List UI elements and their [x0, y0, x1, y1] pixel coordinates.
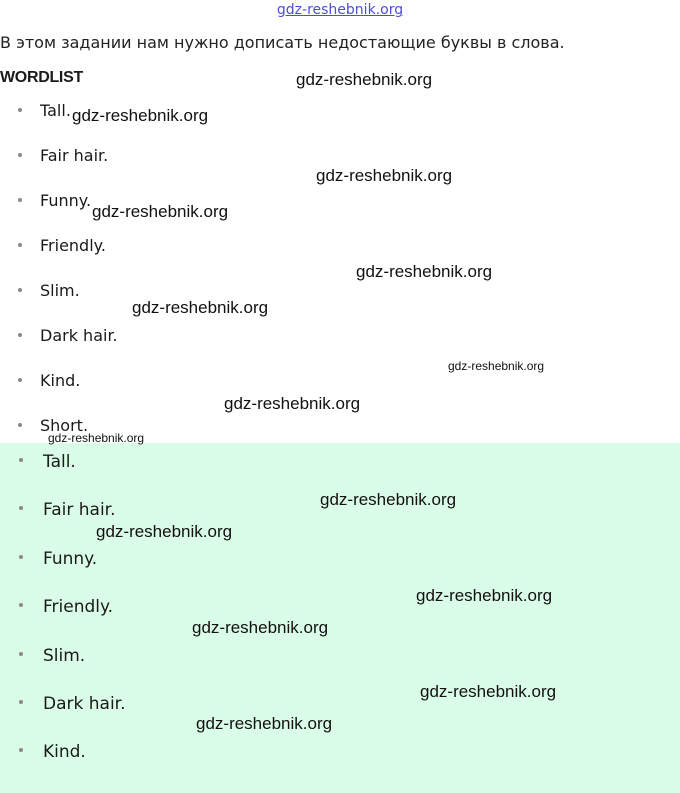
watermark: gdz-reshebnik.org [448, 359, 545, 373]
watermark: gdz-reshebnik.org [356, 262, 493, 281]
list-item [0, 146, 108, 165]
list-item [0, 326, 118, 345]
list-item [0, 452, 76, 472]
bullet-icon [18, 333, 22, 337]
list-item-text: Fair hair. [40, 146, 109, 165]
list-item-text: Dark hair. [43, 694, 126, 714]
list-item [0, 281, 80, 300]
watermark: gdz-reshebnik.org [72, 106, 209, 125]
list-item-text: Slim. [40, 281, 80, 300]
watermark: gdz-reshebnik.org [48, 431, 145, 445]
list-item [0, 191, 91, 210]
list-item-text: Dark hair. [40, 326, 118, 345]
bullet-icon [19, 700, 23, 704]
bullet-icon [19, 458, 23, 462]
watermark: gdz-reshebnik.org [92, 202, 229, 221]
watermark: gdz-reshebnik.org [420, 682, 557, 701]
list-item-text: Friendly. [43, 597, 114, 617]
list-item-text: Slim. [43, 646, 86, 666]
watermark: gdz-reshebnik.org [96, 522, 233, 541]
watermark: gdz-reshebnik.org [196, 714, 333, 733]
bullet-icon [18, 288, 22, 292]
bullet-icon [18, 378, 22, 382]
watermark: gdz-reshebnik.org [320, 490, 457, 509]
bullet-icon [18, 243, 22, 247]
list-item [0, 371, 80, 390]
list-item-text: Kind. [43, 742, 86, 762]
list-item [0, 646, 85, 666]
list-item [0, 500, 116, 520]
watermark: gdz-reshebnik.org [316, 166, 453, 185]
list-item [0, 236, 106, 255]
watermark: gdz-reshebnik.org [132, 298, 269, 317]
list-item-text: Short. [40, 416, 89, 435]
bullet-icon [19, 652, 23, 656]
list-item [0, 694, 126, 714]
list-item-text: Funny. [43, 549, 98, 569]
bullet-icon [19, 506, 23, 510]
bullet-icon [18, 153, 22, 157]
answer-panel [0, 443, 680, 793]
bullet-icon [18, 198, 22, 202]
watermark: gdz-reshebnik.org [192, 618, 329, 637]
bullet-icon [18, 108, 22, 112]
site-link[interactable]: gdz-reshebnik.org [276, 2, 404, 18]
list-item [0, 549, 97, 569]
bullet-icon [19, 603, 23, 607]
watermark: gdz-reshebnik.org [416, 586, 553, 605]
list-item-text: Tall. [43, 452, 76, 472]
intro-text: В этом задании нам нужно дописать недостающие буквы в слова. [0, 33, 565, 52]
list-item-text: Fair hair. [43, 500, 116, 520]
list-item [0, 101, 71, 120]
bullet-icon [18, 423, 22, 427]
list-item-text: Kind. [40, 371, 81, 390]
watermark: gdz-reshebnik.org [296, 70, 433, 89]
list-item-text: Tall. [40, 101, 71, 120]
bullet-icon [19, 555, 23, 559]
watermark: gdz-reshebnik.org [224, 394, 361, 413]
list-item [0, 597, 113, 617]
list-item-text: Funny. [40, 191, 92, 210]
bullet-icon [19, 748, 23, 752]
list-item [0, 416, 88, 435]
list-item-text: Friendly. [40, 236, 106, 255]
wordlist-heading: WORDLIST [0, 69, 83, 86]
list-item [0, 742, 86, 762]
